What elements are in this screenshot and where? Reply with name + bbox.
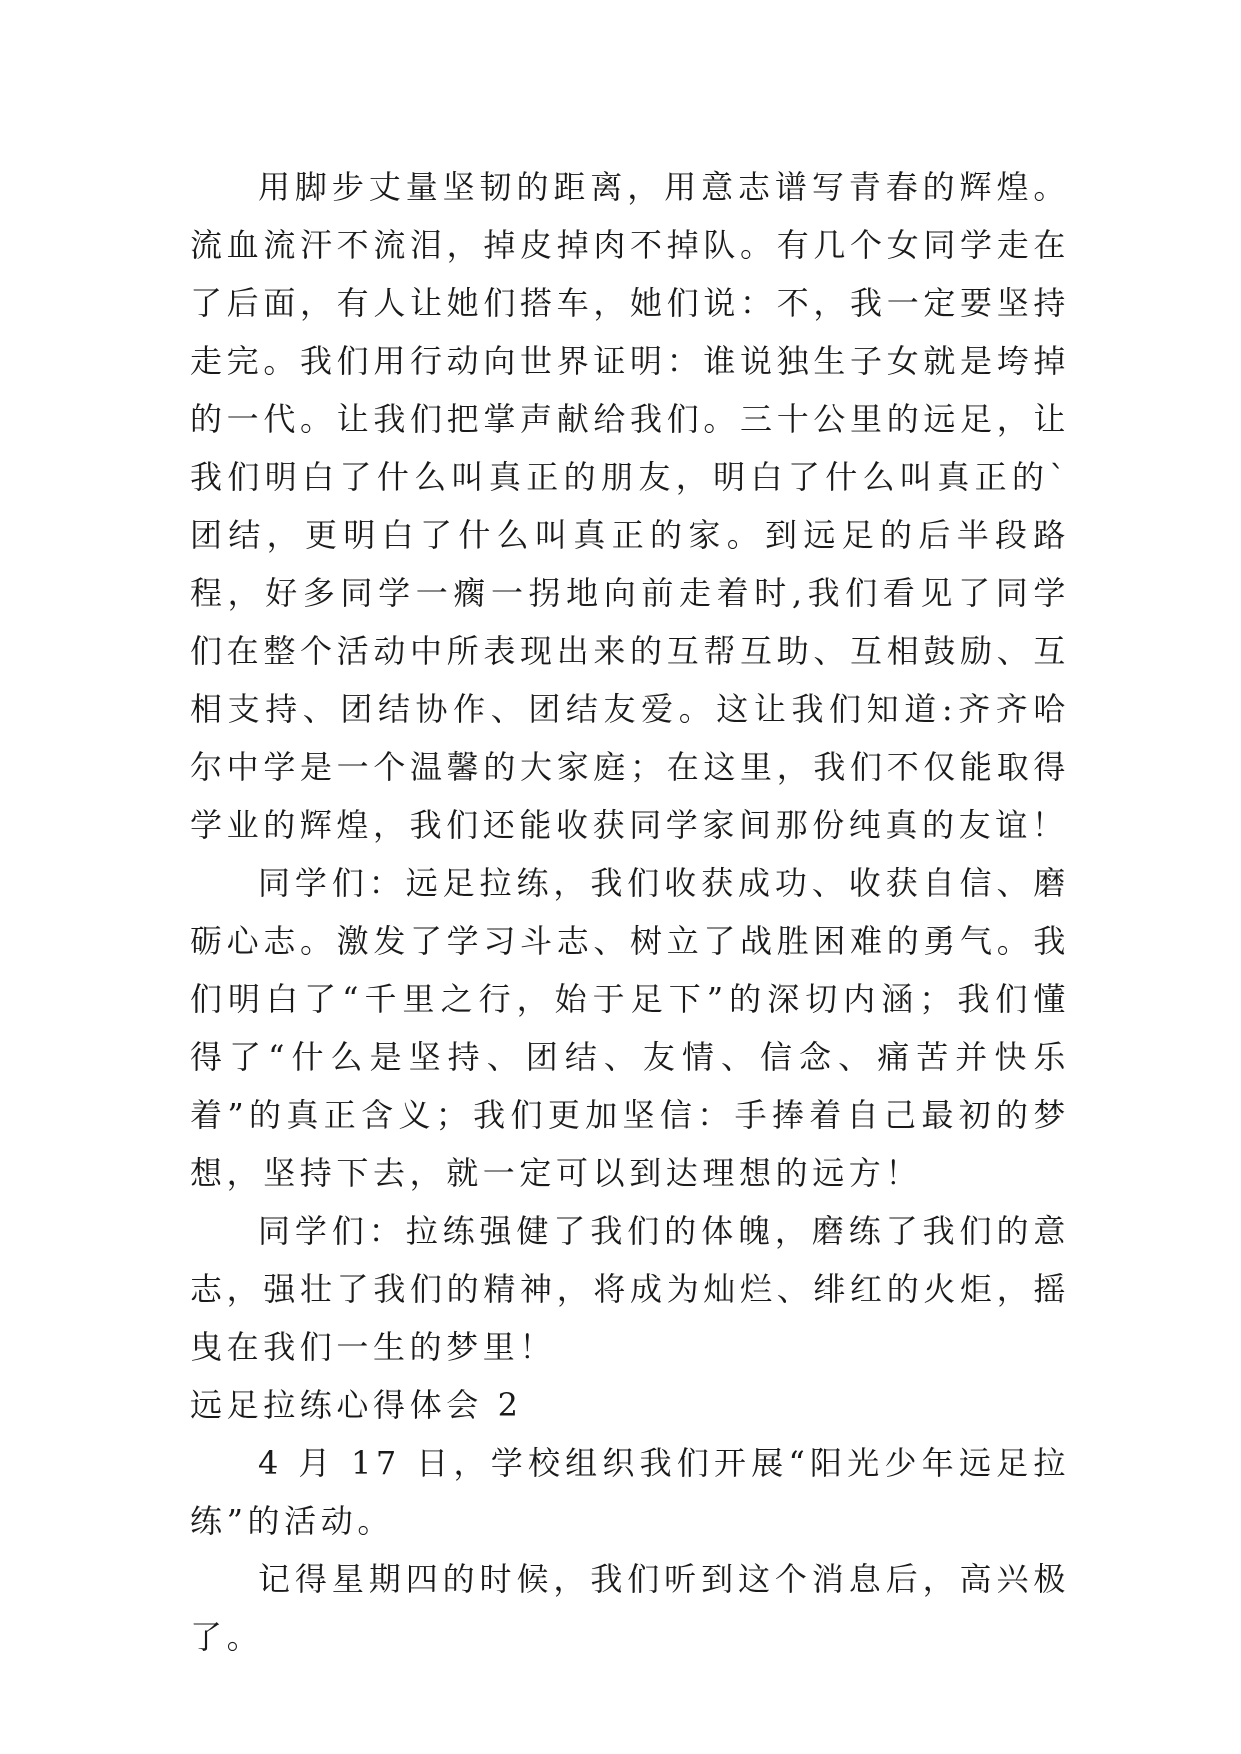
body-paragraph: 记得星期四的时候，我们听到这个消息后，高兴极了。 xyxy=(190,1560,1070,1656)
body-paragraph: 同学们：拉练强健了我们的体魄，磨练了我们的意志，强壮了我们的精神，将成为灿烂、绯红的火炬，摇曳在我们一生的梦里！ xyxy=(190,1212,1070,1366)
body-paragraph: 用脚步丈量坚韧的距离，用意志谱写青春的辉煌。流血流汗不流泪，掉皮掉肉不掉队。有几个女同学走在了后面，有人让她们搭车，她们说：不，我一定要坚持走完。我们用行动向世界证明：谁说独生子女就是垮掉的一代。让我们把掌声献给我们。三十公里的远足，让我们明白了什么叫真正的朋友，明白了什么叫真正的`团结，更明白了什么叫真正的家。到远足的后半段路程，好多同学一瘸一拐地向前走着时,我们看见了同学们在整个活动中所表现出来的互帮互助、互相鼓励、互相支持、团结协作、团结友爱。这让我们知道:齐齐哈尔中学是一个温馨的大家庭；在这里，我们不仅能取得学业的辉煌，我们还能收获同学家间那份纯真的友谊！ xyxy=(190,168,1070,844)
body-paragraph: 4 月 17 日，学校组织我们开展“阳光少年远足拉练”的活动。 xyxy=(190,1444,1070,1540)
document-body xyxy=(190,158,1070,1666)
section-heading: 远足拉练心得体会 2 xyxy=(190,1386,523,1424)
body-paragraph: 同学们：远足拉练，我们收获成功、收获自信、磨砺心志。激发了学习斗志、树立了战胜困难的勇气。我们明白了“千里之行，始于足下”的深切内涵；我们懂得了“什么是坚持、团结、友情、信念、痛苦并快乐着”的真正含义；我们更加坚信：手捧着自己最初的梦想，坚持下去，就一定可以到达理想的远方！ xyxy=(190,864,1070,1192)
